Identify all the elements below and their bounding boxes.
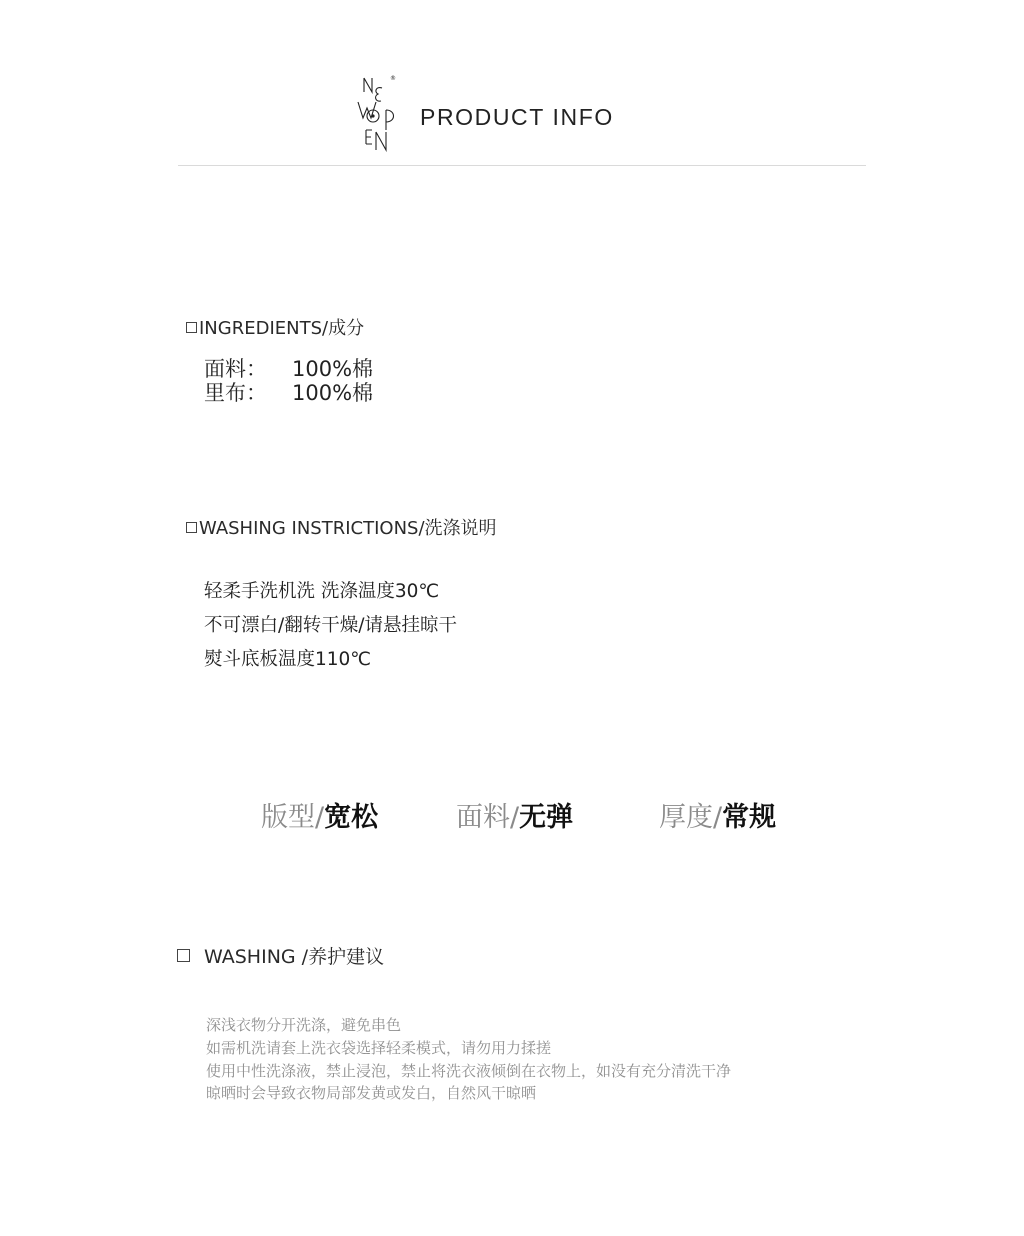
ingredient-row-lining xyxy=(204,381,373,405)
care-tip-line: 使用中性洗涤液，禁止浸泡，禁止将洗衣液倾倒在衣物上，如没有充分清洗干净 xyxy=(206,1062,732,1080)
care-tip-line: 如需机洗请套上洗衣袋选择轻柔模式，请勿用力揉搓 xyxy=(206,1039,552,1057)
washing-instructions-heading xyxy=(186,514,497,540)
ingredient-label: 里布： xyxy=(204,381,267,405)
ingredient-value: 100%棉 xyxy=(292,357,374,381)
washing-instruction-line: 轻柔手洗机洗 洗涤温度30℃ xyxy=(204,581,440,602)
care-heading xyxy=(177,942,384,969)
washing-instruction-line: 不可漂白/翻转干燥/请悬挂晾干 xyxy=(204,615,457,636)
attribute-thickness xyxy=(659,795,776,834)
ingredients-heading xyxy=(186,314,364,340)
care-tip-line: 晾晒时会导致衣物局部发黄或发白，自然风干晾晒 xyxy=(206,1084,537,1102)
attribute-stretch xyxy=(456,795,573,834)
attribute-separator: / xyxy=(713,802,723,833)
checkbox-icon xyxy=(177,949,190,962)
svg-text:®: ® xyxy=(390,75,396,82)
attribute-separator: / xyxy=(510,802,520,833)
header-divider xyxy=(178,165,866,166)
attribute-key: 面料 xyxy=(456,802,510,833)
care-heading-text: WASHING /养护建议 xyxy=(204,946,385,968)
attribute-fit xyxy=(261,795,378,834)
attribute-value: 常规 xyxy=(722,802,777,833)
ingredient-label: 面料： xyxy=(204,357,267,381)
washing-instructions-heading-text: WASHING INSTRICTIONS/洗涤说明 xyxy=(199,518,497,539)
page-title: PRODUCT INFO xyxy=(420,104,614,130)
attribute-value: 宽松 xyxy=(324,802,379,833)
attribute-key: 厚度 xyxy=(659,802,713,833)
attribute-key: 版型 xyxy=(261,802,315,833)
care-tip-line: 深浅衣物分开洗涤，避免串色 xyxy=(206,1016,402,1034)
washing-instruction-line: 熨斗底板温度110℃ xyxy=(204,649,372,670)
attribute-separator: / xyxy=(315,802,325,833)
ingredient-row-shell xyxy=(204,357,373,381)
brand-logo xyxy=(350,72,420,158)
ingredient-value: 100%棉 xyxy=(292,381,374,405)
attribute-value: 无弹 xyxy=(519,802,574,833)
checkbox-icon xyxy=(186,522,197,533)
checkbox-icon xyxy=(186,322,197,333)
ingredients-heading-text: INGREDIENTS/成分 xyxy=(199,318,365,339)
